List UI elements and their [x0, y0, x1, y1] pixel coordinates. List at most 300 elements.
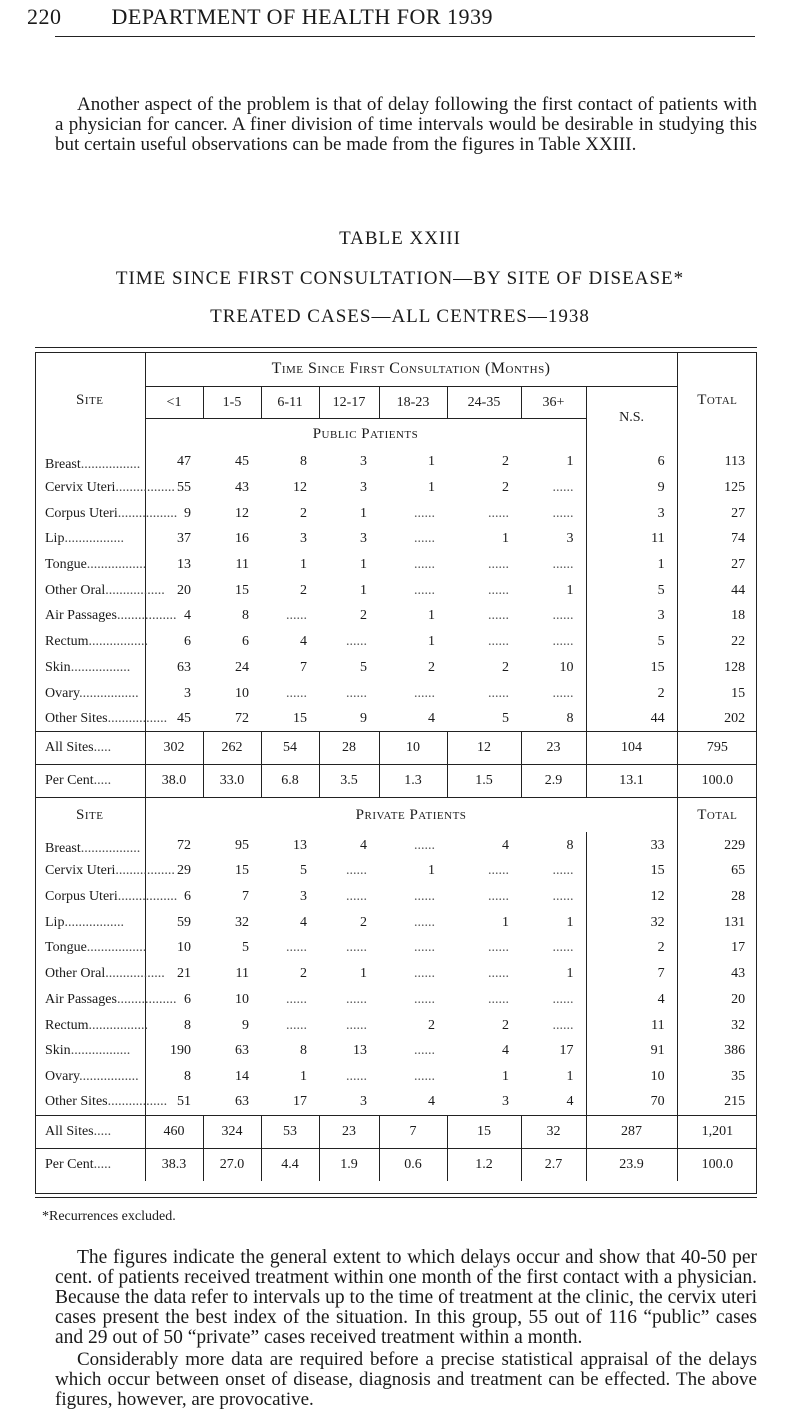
table-cell: 1	[428, 634, 435, 650]
site-name: Other Oral	[45, 582, 106, 598]
table-cell: 5	[586, 578, 677, 604]
table-cell: 10	[235, 991, 249, 1007]
table-cell: 45	[235, 454, 249, 470]
site-name: Breast	[45, 457, 81, 473]
table-cell: 2.7	[521, 1148, 586, 1181]
summary-row	[35, 732, 757, 765]
site-name: Skin	[45, 659, 71, 675]
table-cell: 2	[502, 659, 509, 675]
table-cell: 38.0	[145, 765, 203, 798]
table-cell: 65	[677, 858, 757, 884]
site-name: Tongue	[45, 556, 87, 572]
table-cell: ......	[414, 582, 435, 598]
table-cell: ......	[414, 1068, 435, 1084]
site-label	[35, 858, 175, 884]
table-cell: ......	[552, 940, 574, 956]
table-cell: ......	[488, 556, 509, 572]
table-cell: 44	[586, 706, 677, 732]
table-cell: 10	[559, 659, 574, 675]
table-cell: 4	[428, 711, 435, 727]
table-cell: 12	[586, 884, 677, 910]
table-cell: ......	[488, 888, 509, 904]
table-row	[35, 655, 757, 681]
table-cell: 2	[586, 680, 677, 706]
table-cell: 1	[300, 556, 307, 572]
table-cell: 3	[566, 531, 574, 547]
table-cell: 6	[145, 629, 203, 655]
table-cell: ......	[414, 991, 435, 1007]
site-name: Ovary	[45, 685, 80, 701]
table-cell: 43	[235, 479, 249, 495]
table-cell: ......	[552, 863, 574, 879]
table-cell: ......	[346, 940, 367, 956]
table-cell: 1,201	[677, 1115, 757, 1148]
site-name: Other Sites	[45, 711, 108, 727]
site-name: Other Oral	[45, 966, 106, 982]
table-row	[35, 1038, 757, 1064]
table-cell: 37	[145, 526, 203, 552]
table-cell: 4	[428, 1094, 435, 1110]
table-cell: 28	[677, 884, 757, 910]
table-cell: 72	[145, 832, 203, 858]
data-table	[35, 352, 757, 1181]
table-cell: 43	[677, 961, 757, 987]
table-cell: 1	[566, 914, 574, 930]
table-cell: 35	[677, 1064, 757, 1090]
leader-dots: .................	[64, 914, 124, 930]
table-cell: 63	[235, 1094, 249, 1110]
site-label	[35, 935, 145, 961]
table-cell: 32	[235, 914, 249, 930]
table-row	[35, 987, 757, 1013]
site-label	[35, 603, 177, 629]
table-cell: 4	[502, 837, 509, 853]
table-cell: ......	[488, 634, 509, 650]
table-cell: 1	[360, 582, 367, 598]
site-name: All Sites	[45, 740, 94, 756]
leader-dots: .................	[115, 479, 175, 495]
table-cell: ......	[488, 991, 509, 1007]
leader-dots: .................	[107, 1094, 168, 1110]
table-cell: 460	[145, 1115, 203, 1148]
table-top-rule	[35, 347, 757, 348]
leader-dots: .................	[116, 991, 177, 1007]
table-cell: 8	[242, 608, 249, 624]
table-subtitle: TIME SINCE FIRST CONSULTATION—BY SITE OF DISEASE*	[115, 268, 685, 289]
table-cell: 113	[677, 449, 757, 475]
table-cell: 54	[261, 732, 319, 765]
site-name: Breast	[45, 840, 81, 856]
table-row	[35, 552, 757, 578]
table-cell: 2	[428, 1017, 435, 1033]
site-label	[35, 655, 145, 681]
table-cell: ......	[414, 966, 435, 982]
leader-dots: .................	[86, 940, 147, 956]
table-cell: 22	[677, 629, 757, 655]
table-cell: 13	[353, 1043, 367, 1059]
table-cell: 125	[677, 475, 757, 501]
table-cell: 15	[586, 655, 677, 681]
table-cell: 5	[586, 629, 677, 655]
table-cell: 15	[586, 858, 677, 884]
paragraph-2: The figures indicate the general extent to which delays occur and show that 40-50 per cent. of patients received treatment within one month of the first contact with a physician. Because the data refer to intervals up to the time of treatment at the clinic, the cervix uteri cases present the best index of the situation. In this group, 55 out of 116 “public” cases and 29 out of 50 “private” cases received treatment within a month.	[55, 1247, 757, 1348]
site-name: Lip	[45, 531, 65, 547]
column-header: <1	[145, 387, 203, 419]
table-cell: 1.5	[447, 765, 521, 798]
leader-dots: .................	[79, 1068, 139, 1084]
table-cell: ......	[346, 888, 367, 904]
total-header: Total	[677, 352, 757, 449]
leader-dots: .....	[93, 773, 112, 789]
public-patients-header: Public Patients	[145, 419, 586, 450]
table-cell: 3	[360, 454, 367, 470]
table-cell: 95	[235, 837, 249, 853]
leader-dots: .................	[80, 840, 141, 856]
table-cell: 33	[586, 832, 677, 858]
site-name: Tongue	[45, 940, 87, 956]
site-label	[35, 629, 149, 655]
table-cell: 2	[502, 1017, 509, 1033]
table-cell: 1.3	[379, 765, 447, 798]
table-cell: 8	[145, 1012, 203, 1038]
table-row	[35, 1064, 757, 1090]
intro-paragraph: Another aspect of the problem is that of delay following the first contact of patients with a physician for cancer. A finer division of time intervals would be desirable in studying this but certain useful observations can be made from the figures in Table XXIII.	[55, 94, 757, 155]
table-cell: 229	[677, 832, 757, 858]
table-cell: 2	[300, 966, 307, 982]
column-header: 36+	[521, 387, 586, 419]
table-cell: 3	[360, 531, 367, 547]
table-cell: 4	[300, 914, 307, 930]
table-cell: 7	[300, 659, 307, 675]
table-cell: 2.9	[521, 765, 586, 798]
table-cell: 32	[677, 1012, 757, 1038]
site-label	[35, 449, 145, 475]
table-cell: 72	[235, 711, 249, 727]
table-cell: 1	[586, 552, 677, 578]
table-row	[35, 1090, 757, 1116]
site-label	[35, 1064, 145, 1090]
table-row	[35, 629, 757, 655]
table-cell: 13	[293, 837, 307, 853]
summary-row	[35, 1115, 757, 1148]
table-cell: 59	[145, 910, 203, 936]
table-cell: 5	[242, 940, 249, 956]
table-cell: ......	[414, 940, 435, 956]
leader-dots: .................	[88, 634, 149, 650]
table-cell: 47	[145, 449, 203, 475]
table-cell: 3	[360, 1094, 367, 1110]
table-cell: 20	[677, 987, 757, 1013]
site-label	[35, 832, 145, 858]
table-cell: ......	[414, 914, 435, 930]
site-label	[35, 500, 178, 526]
table-cell: 33.0	[203, 765, 261, 798]
table-row	[35, 603, 757, 629]
table-cell: 12	[235, 505, 249, 521]
table-row	[35, 500, 757, 526]
table-cell: 17	[293, 1094, 307, 1110]
table-cell: ......	[286, 991, 307, 1007]
table-cell: 15	[677, 680, 757, 706]
table-cell: 2	[360, 914, 367, 930]
table-cell: ......	[286, 1017, 307, 1033]
table-bottom-rule	[35, 1197, 757, 1198]
table-cell: 8	[300, 1043, 307, 1059]
site-label	[35, 961, 165, 987]
table-cell: 10	[586, 1064, 677, 1090]
table-cell: ......	[488, 582, 509, 598]
table-cell: ......	[346, 991, 367, 1007]
table-cell: 302	[145, 732, 203, 765]
total-header-private: Total	[677, 798, 757, 833]
table-row	[35, 832, 757, 858]
table-cell: 6.8	[261, 765, 319, 798]
table-cell: 1	[566, 966, 574, 982]
table-cell: ......	[552, 505, 574, 521]
page-number: 220	[27, 4, 62, 29]
table-cell: 4	[586, 987, 677, 1013]
table-cell: 13.1	[586, 765, 677, 798]
table-cell: 38.3	[145, 1148, 203, 1181]
site-label	[35, 765, 145, 798]
table-cell: 190	[145, 1038, 203, 1064]
leader-dots: .................	[105, 582, 165, 598]
leader-dots: .....	[93, 740, 112, 756]
table-row	[35, 680, 757, 706]
table-cell: 1	[360, 556, 367, 572]
table-cell: 63	[235, 1043, 249, 1059]
table-cell: ......	[414, 505, 435, 521]
leader-dots: .................	[117, 505, 178, 521]
site-label	[35, 475, 175, 501]
leader-dots: .................	[117, 888, 178, 904]
table-cell: 795	[677, 732, 757, 765]
table-cell: 262	[203, 732, 261, 765]
table-cell: 45	[145, 706, 203, 732]
site-name: Per Cent	[45, 1156, 94, 1172]
table-cell: 8	[566, 837, 574, 853]
site-label	[35, 1012, 149, 1038]
leader-dots: .................	[64, 531, 124, 547]
table-cell: 6	[586, 449, 677, 475]
table-cell: ......	[286, 685, 307, 701]
site-label	[35, 1038, 145, 1064]
table-cell: 1	[428, 454, 435, 470]
table-cell: 17	[559, 1043, 574, 1059]
table-cell: 13	[145, 552, 203, 578]
table-title: TABLE XXIII	[339, 228, 461, 249]
table-cell: 131	[677, 910, 757, 936]
table-cell: 21	[145, 961, 203, 987]
table-cell: 1	[300, 1068, 307, 1084]
footnote: *Recurrences excluded.	[42, 1209, 176, 1224]
table-row	[35, 1012, 757, 1038]
table-cell: ......	[414, 888, 435, 904]
table-cell: 202	[677, 706, 757, 732]
table-cell: 63	[145, 655, 203, 681]
table-cell: 11	[586, 526, 677, 552]
site-header-private: Site	[35, 798, 145, 833]
table-cell: ......	[488, 505, 509, 521]
table-cell: 12	[293, 479, 307, 495]
table-cell: 7	[242, 888, 249, 904]
table-cell: 51	[145, 1090, 203, 1116]
table-cell: 3	[586, 500, 677, 526]
table-cell: 55	[145, 475, 203, 501]
site-name: Lip	[45, 914, 65, 930]
table-cell: 11	[235, 966, 249, 982]
table-cell: ......	[346, 1017, 367, 1033]
table-row	[35, 706, 757, 732]
table-subtitle-2: TREATED CASES—ALL CENTRES—1938	[210, 306, 590, 327]
summary-row	[35, 765, 757, 798]
table-cell: 1	[360, 505, 367, 521]
table-cell: 14	[235, 1068, 249, 1084]
table-cell: ......	[414, 1043, 435, 1059]
table-cell: ......	[552, 608, 574, 624]
site-name: Per Cent	[45, 773, 94, 789]
leader-dots: .................	[88, 1017, 149, 1033]
table-cell: 4	[145, 603, 203, 629]
table-cell: 91	[586, 1038, 677, 1064]
table-cell: 386	[677, 1038, 757, 1064]
table-cell: ......	[488, 966, 509, 982]
table-cell: 74	[677, 526, 757, 552]
table-cell: ......	[552, 556, 574, 572]
table-cell: 324	[203, 1115, 261, 1148]
table-cell: 12	[447, 732, 521, 765]
header-rule	[55, 36, 755, 37]
site-name: Skin	[45, 1043, 71, 1059]
site-name: Ovary	[45, 1068, 80, 1084]
table-cell: 2	[502, 454, 509, 470]
table-cell: ......	[414, 837, 435, 853]
table-cell: 17	[677, 935, 757, 961]
table-row	[35, 961, 757, 987]
site-name: Cervix Uteri	[45, 479, 116, 495]
table-cell: 29	[145, 858, 203, 884]
table-cell: 3	[300, 531, 307, 547]
table-cell: ......	[414, 556, 435, 572]
table-cell: 1	[502, 1068, 509, 1084]
table-cell: 9	[145, 500, 203, 526]
table-cell: ......	[414, 685, 435, 701]
table-cell: 10	[379, 732, 447, 765]
table-cell: 15	[235, 582, 249, 598]
table-cell: 287	[586, 1115, 677, 1148]
table-cell: 15	[447, 1115, 521, 1148]
table-cell: 70	[586, 1090, 677, 1116]
site-name: Rectum	[45, 634, 89, 650]
site-name: Air Passages	[45, 608, 117, 624]
time-group-header: Time Since First Consultation (Months)	[145, 352, 677, 387]
leader-dots: .................	[70, 1043, 131, 1059]
table-cell: ......	[488, 940, 509, 956]
table-cell: ......	[346, 863, 367, 879]
table-cell: ......	[488, 685, 509, 701]
table-cell: ......	[346, 1068, 367, 1084]
table-row	[35, 858, 757, 884]
table-cell: 4	[502, 1043, 509, 1059]
table-cell: 4.4	[261, 1148, 319, 1181]
site-label	[35, 1090, 168, 1116]
table-cell: 16	[235, 531, 249, 547]
leader-dots: .................	[116, 608, 177, 624]
table-cell: 4	[566, 1094, 574, 1110]
page-header	[27, 4, 493, 30]
table-cell: 24	[235, 659, 249, 675]
site-label	[35, 1115, 145, 1148]
column-header: 24-35	[447, 387, 521, 419]
table-cell: 2	[300, 505, 307, 521]
table-cell: 7	[379, 1115, 447, 1148]
table-cell: 10	[145, 935, 203, 961]
table-cell: 15	[235, 863, 249, 879]
column-header: 18-23	[379, 387, 447, 419]
table-cell: 100.0	[677, 765, 757, 798]
table-cell: 23	[319, 1115, 379, 1148]
summary-row	[35, 1148, 757, 1181]
site-label	[35, 552, 145, 578]
table-cell: 104	[586, 732, 677, 765]
table-cell: 128	[677, 655, 757, 681]
table-cell: 7	[586, 961, 677, 987]
table-cell: ......	[346, 634, 367, 650]
table-cell: 2	[502, 479, 509, 495]
leader-dots: .................	[107, 711, 168, 727]
table-cell: 44	[677, 578, 757, 604]
table-cell: 11	[586, 1012, 677, 1038]
table-cell: 10	[235, 685, 249, 701]
table-cell: 3	[586, 603, 677, 629]
table-cell: 11	[235, 556, 249, 572]
site-label	[35, 884, 178, 910]
leader-dots: .................	[115, 863, 175, 879]
table-cell: 1	[502, 914, 509, 930]
site-label	[35, 680, 145, 706]
site-name: Corpus Uteri	[45, 505, 118, 521]
private-patients-header: Private Patients	[145, 798, 677, 833]
table-cell: 53	[261, 1115, 319, 1148]
table-cell: 27.0	[203, 1148, 261, 1181]
table-cell: 6	[242, 634, 249, 650]
table-row	[35, 910, 757, 936]
table-row	[35, 526, 757, 552]
leader-dots: .................	[70, 659, 131, 675]
table-cell: 9	[242, 1017, 249, 1033]
column-header: 1-5	[203, 387, 261, 419]
site-label	[35, 910, 145, 936]
table-row	[35, 935, 757, 961]
table-cell: 27	[677, 500, 757, 526]
table-cell: 4	[300, 634, 307, 650]
site-name: Rectum	[45, 1017, 89, 1033]
site-label	[35, 578, 165, 604]
table-cell: 6	[145, 884, 203, 910]
table-cell: 28	[319, 732, 379, 765]
table-cell: 8	[300, 454, 307, 470]
table-cell: 3	[502, 1094, 509, 1110]
table-cell: 3.5	[319, 765, 379, 798]
table-cell: 9	[586, 475, 677, 501]
site-label	[35, 706, 168, 732]
leader-dots: .................	[79, 685, 139, 701]
table-cell: 2	[360, 608, 367, 624]
table-cell: 4	[360, 837, 367, 853]
table-cell: 8	[145, 1064, 203, 1090]
column-header: 6-11	[261, 387, 319, 419]
table-cell: 1	[428, 608, 435, 624]
